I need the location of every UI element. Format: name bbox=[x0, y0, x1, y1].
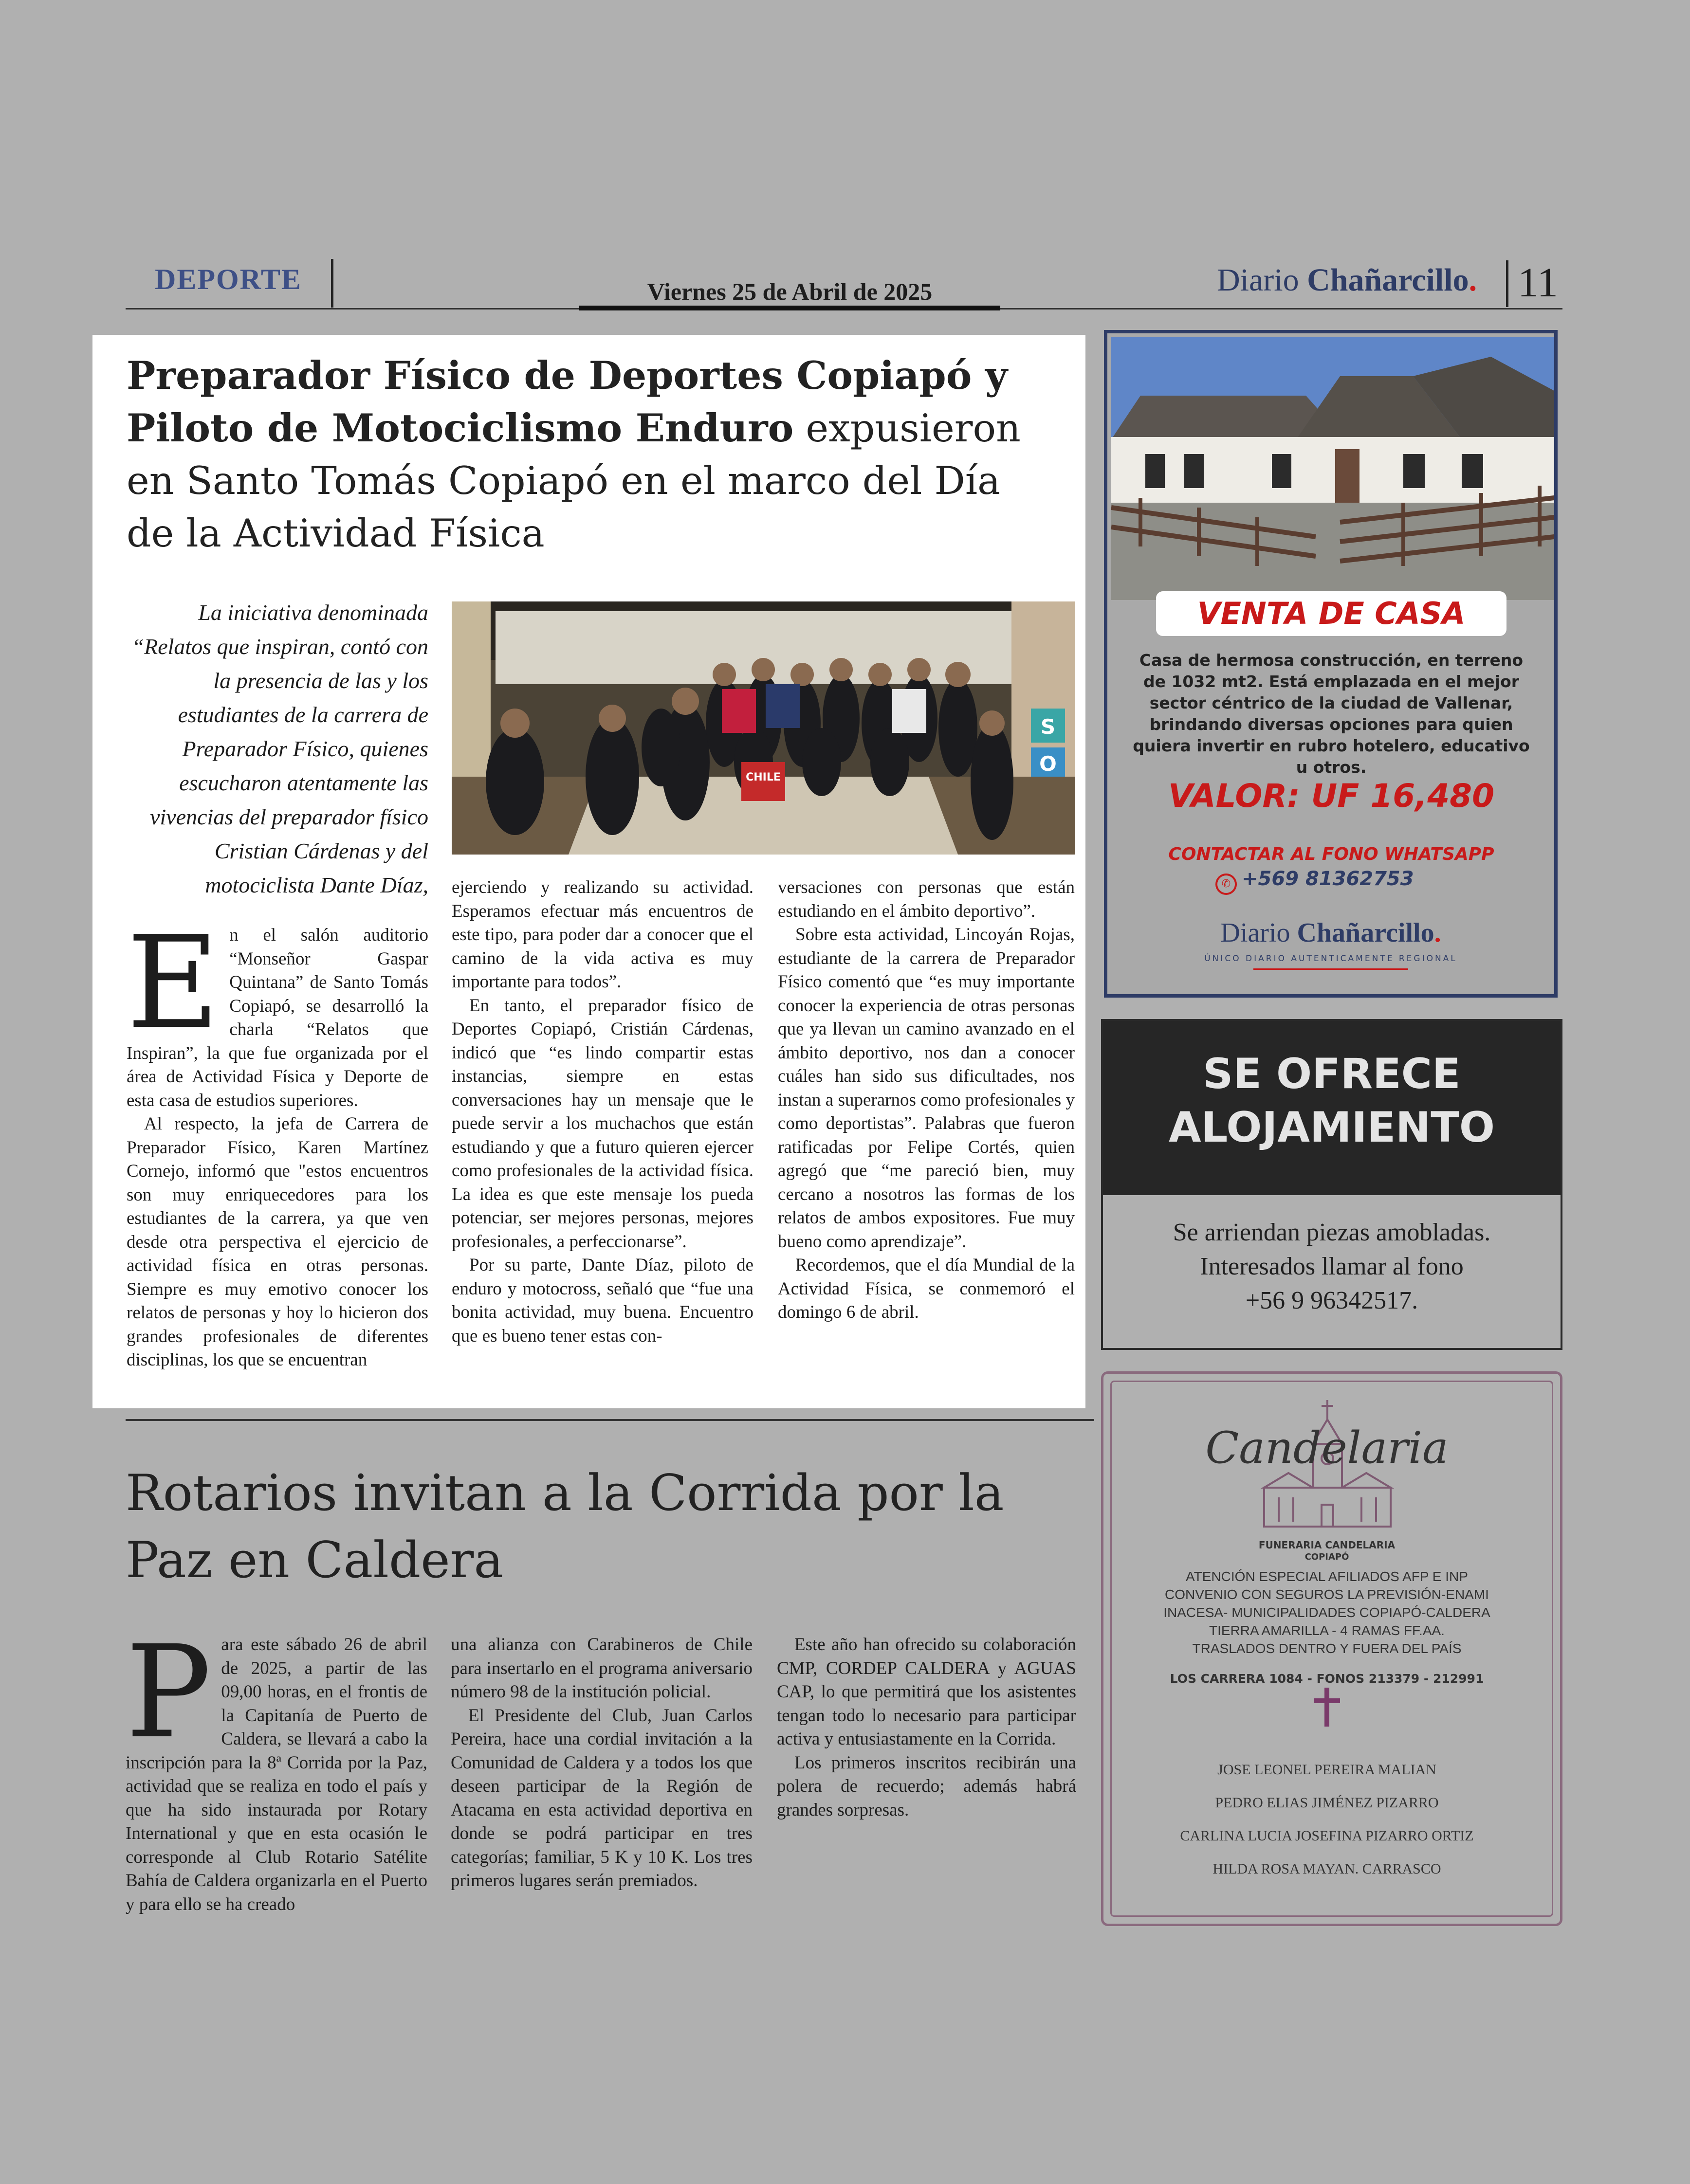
deceased-list bbox=[1103, 1753, 1550, 1886]
brand-slogan: ÚNICO DIARIO AUTENTICAMENTE REGIONAL bbox=[1204, 954, 1457, 964]
section-rule bbox=[126, 1419, 1094, 1421]
deceased-name: HILDA ROSA MAYAN. CARRASCO bbox=[1212, 1861, 1441, 1877]
article-column-3 bbox=[778, 876, 1075, 1325]
paragraph: Recordemos, que el día Mundial de la Actividad Física, se conmemoró el domingo 6 de abril. bbox=[778, 1255, 1075, 1322]
deceased-name: PEDRO ELIAS JIMÉNEZ PIZARRO bbox=[1215, 1795, 1439, 1811]
funeral-city: COPIAPÓ bbox=[1304, 1552, 1349, 1562]
deceased-name: JOSE LEONEL PEREIRA MALIAN bbox=[1217, 1762, 1436, 1778]
ad-lodging[interactable] bbox=[1101, 1019, 1562, 1350]
header-divider bbox=[1506, 260, 1508, 307]
cross-icon bbox=[1314, 1688, 1340, 1727]
paragraph: Sobre esta actividad, Lincoyán Rojas, estudiante de la carrera de Preparador Físico comentó que “es muy importante conocer la experiencia de otras personas que ya llevan un camino avanzado en el ámbito deportivo, nos dan a conocer cuáles han sido sus dificultades, nos instan a superarnos como profesionales y como deportistas”. Palabras que fueron ratificadas por Felipe Cortés, quien agregó que “me pareció bien, muy cercano a nosotros las formas de los relatos de ambos expositores. Fue muy bueno como aprendizaje”. bbox=[778, 925, 1075, 1252]
banner-letter-s: S bbox=[1040, 715, 1056, 739]
service-item: INACESA- MUNICIPALIDADES COPIAPÓ-CALDERA bbox=[1163, 1605, 1490, 1620]
service-item: CONVENIO CON SEGUROS LA PREVISIÓN-ENAMI bbox=[1165, 1587, 1489, 1602]
house-photo-image bbox=[1111, 337, 1554, 600]
group-photo-image bbox=[452, 601, 1075, 855]
ad-description: Casa de hermosa construcción, en terreno de 1032 mt2. Está emplazada en el mejor sector céntrico de la ciudad de Vallenar, brindando diversas opciones para quien quiera invertir en rubro hotelero, educativo u otros. bbox=[1133, 651, 1530, 777]
ad-text-line: Interesados llamar al fono bbox=[1200, 1253, 1464, 1280]
brand-dot: . bbox=[1434, 918, 1441, 948]
banner-letter-o: O bbox=[1039, 752, 1057, 776]
date-underline bbox=[579, 306, 1000, 310]
paragraph: una alianza con Carabineros de Chile para insertarlo en el programa aniversario número 98 de la institución policial. bbox=[451, 1635, 753, 1702]
whatsapp-icon: ✆ bbox=[1215, 874, 1237, 895]
headline-bold: Preparador Físico de Deportes Copiapó y Piloto de Motociclismo Enduro bbox=[127, 353, 1008, 451]
paragraph: Al respecto, la jefa de Carrera de Preparador Físico, Karen Martínez Cornejo, informó que "estos encuentros son muy enriquecedores para los estudiantes de la carrera, ya que ven desde otra perspectiva el ejercicio de actividad física en otras personas. Siempre es muy emotivo conocer los relatos de personas y hoy lo hicieron dos grandes profesionales de diferentes disciplinas, los que se encuentran bbox=[127, 1114, 428, 1370]
ad-text-line: Se arriendan piezas amobladas. bbox=[1173, 1219, 1491, 1246]
paragraph: versaciones con personas que están estudiando en el ámbito deportivo”. bbox=[778, 877, 1075, 921]
ad-title: VENTA DE CASA bbox=[1156, 591, 1506, 636]
paragraph: ejerciendo y realizando su actividad. Esperamos efectuar más encuentros de este tipo, para poder dar a conocer que el camino de la vida activa es muy importante para todos”. bbox=[452, 877, 753, 992]
article-column-3 bbox=[777, 1633, 1076, 1822]
ad-price: VALOR: UF 16,480 bbox=[1168, 777, 1495, 815]
article-column-2 bbox=[451, 1633, 753, 1893]
brand-light: Diario bbox=[1220, 918, 1297, 948]
page-number: 11 bbox=[1518, 259, 1558, 306]
funeral-address: LOS CARRERA 1084 - FONOS 213379 - 212991 bbox=[1170, 1672, 1484, 1686]
house-photo bbox=[1111, 337, 1554, 600]
ad-title bbox=[1103, 1047, 1561, 1154]
funeral-home-name: Candelaria bbox=[1205, 1422, 1449, 1474]
funeral-firm: FUNERARIA CANDELARIA bbox=[1258, 1539, 1396, 1551]
issue-date: Viernes 25 de Abril de 2025 bbox=[647, 278, 933, 305]
paragraph: Los primeros inscritos recibirán una polera de recuerdo; además habrá grandes sorpresas. bbox=[777, 1752, 1076, 1820]
masthead-strong: Chañarcillo bbox=[1307, 262, 1469, 298]
ad-contact-label: CONTACTAR AL FONO WHATSAPP bbox=[1168, 844, 1494, 864]
service-item: TIERRA AMARILLA - 4 RAMAS FF.AA. bbox=[1209, 1623, 1445, 1638]
article-column-1 bbox=[126, 1618, 427, 1916]
services-list bbox=[1103, 1567, 1550, 1657]
service-item: TRASLADOS DENTRO Y FUERA DEL PAÍS bbox=[1192, 1641, 1462, 1656]
ad-phone[interactable]: +56 9 96342517. bbox=[1245, 1287, 1418, 1314]
paragraph: Por su parte, Dante Díaz, piloto de enduro y motocross, señaló que “fue una bonita actividad, muy buena. Encuentro que es bueno tener estas con- bbox=[452, 1255, 753, 1346]
article-physical-activity bbox=[92, 335, 1085, 1408]
ad-phone[interactable] bbox=[1215, 868, 1414, 895]
brand-strong: Chañarcillo bbox=[1297, 918, 1434, 948]
article-headline[interactable]: Rotarios invitan a la Corrida por la Paz en Caldera bbox=[126, 1464, 1004, 1589]
group-photo[interactable] bbox=[452, 601, 1075, 855]
brand-logo bbox=[1107, 917, 1554, 948]
ad-funeral-home[interactable] bbox=[1101, 1371, 1562, 1926]
paragraph: El Presidente del Club, Juan Carlos Pereira, hace una cordial invitación a la Comunidad de Caldera y a todos los que deseen participar de la Región de Atacama en esta actividad deportiva en donde se podrá participar en tres categorías; familiar, 5 K y 10 K. Los tres primeros lugares serán premiados. bbox=[451, 1705, 753, 1891]
drop-cap: E bbox=[127, 909, 220, 1057]
ad-title-line: SE OFRECE bbox=[1203, 1050, 1461, 1098]
ad-title-line: ALOJAMIENTO bbox=[1168, 1103, 1495, 1152]
article-column-2 bbox=[452, 876, 753, 1348]
drop-cap: P bbox=[126, 1618, 212, 1766]
header-divider bbox=[331, 259, 333, 308]
masthead-dot: . bbox=[1469, 262, 1477, 298]
paragraph: ara este sábado 26 de abril de 2025, a partir de las 09,00 horas, en el frontis de la Capitanía de Puerto de Caldera, se llevará a cabo la inscripción para la 8ª Corrida por la Paz, actividad que se realiza en todo el país y que ha sido instaurada por Rotary International y que en esta ocasión le corresponde al Club Rotario Satélite Bahía de Caldera organizarla en el Puerto y para ello se ha creado bbox=[126, 1635, 427, 1914]
ad-house-sale[interactable] bbox=[1104, 330, 1558, 998]
slogan-underline bbox=[1253, 968, 1408, 970]
ad-phone-number: +569 81362753 bbox=[1242, 868, 1414, 890]
article-lede: La iniciativa denominada “Relatos que inspiran, contó con la presencia de las y los estudiantes de la carrera de Preparador Físico, quienes escucharon atentamente las vivencias del preparador físico Cristian Cárdenas y del motociclista Dante Díaz, bbox=[131, 600, 428, 897]
headline-rest: expusieron en Santo Tomás Copiapó en el marco del Día de la Actividad Física bbox=[127, 406, 1021, 556]
section-label: DEPORTE bbox=[155, 263, 302, 295]
article-headline[interactable] bbox=[127, 349, 1051, 560]
article-column-1 bbox=[127, 909, 428, 1372]
paragraph: Este año han ofrecido su colaboración CMP, CORDEP CALDERA y AGUAS CAP, lo que permitirá que los asistentes tengan todo lo necesario para participar activa y entusiastamente en la Corrida. bbox=[777, 1635, 1076, 1749]
paragraph: En tanto, el preparador físico de Deportes Copiapó, Cristián Cárdenas, indicó que “es lindo compartir estas instancias, siempre en estas conversaciones hay un mensaje que le puede servir a los muchachos que están estudiando y que a futuro quieren ejercer como profesionales de la actividad física. La idea es que este mensaje los pueda potenciar, ser mejores personas, mejores profesionales, a perfeccionarse”. bbox=[452, 995, 753, 1252]
service-item: ATENCIÓN ESPECIAL AFILIADOS AFP E INP bbox=[1186, 1569, 1468, 1584]
deceased-name: CARLINA LUCIA JOSEFINA PIZARRO ORTIZ bbox=[1180, 1828, 1474, 1844]
paragraph: n el salón auditorio “Monseñor Gaspar Quintana” de Santo Tomás Copiapó, se desarrolló la charla “Relatos que Inspiran”, la que fue organizada por el área de Actividad Física y Deporte de esta casa de estudios superiores. bbox=[127, 925, 428, 1110]
ad-description bbox=[1103, 1216, 1561, 1318]
masthead-light: Diario bbox=[1217, 262, 1307, 298]
masthead bbox=[1217, 262, 1477, 299]
shirt-text: CHILE bbox=[746, 771, 781, 783]
